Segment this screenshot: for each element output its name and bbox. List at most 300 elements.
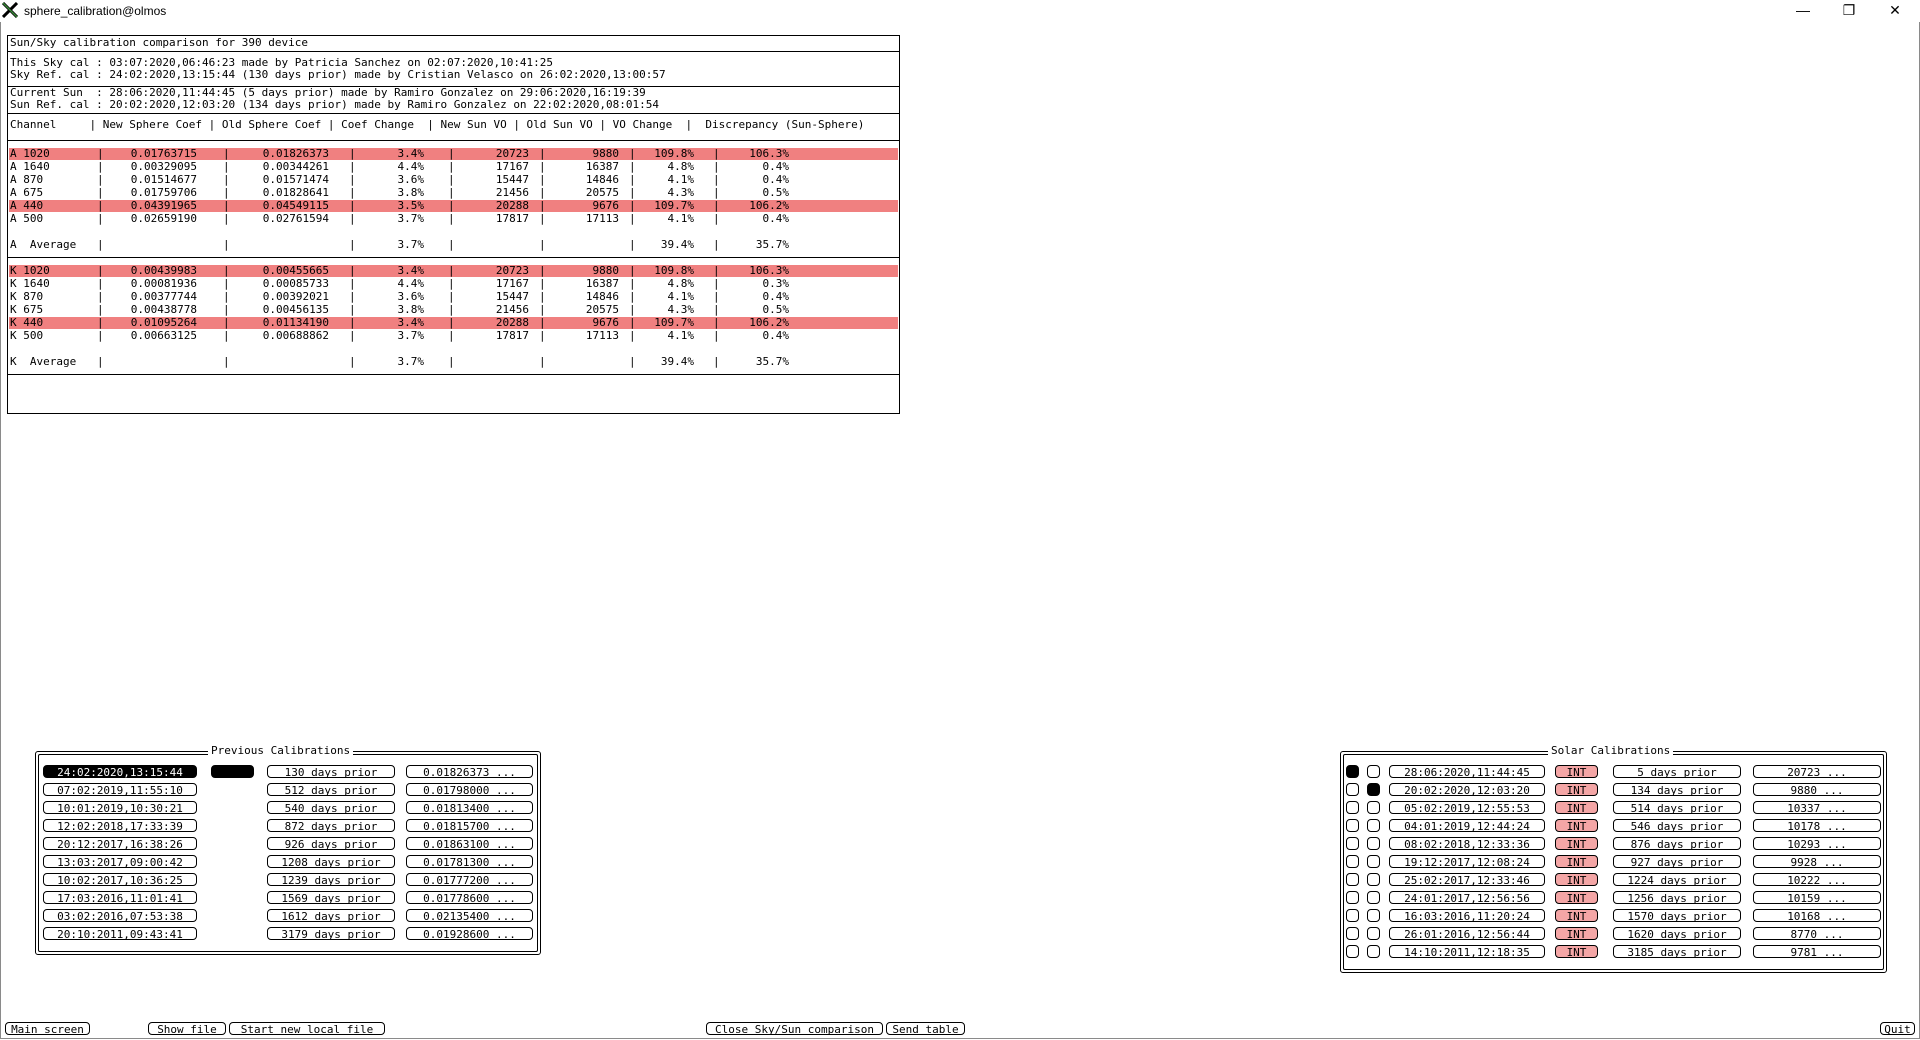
k-cell-vc: 4.1% (667, 329, 694, 342)
a-cell-d: 0.4% (762, 173, 789, 186)
k-cell-os: 0.00688862 (262, 329, 329, 342)
k-cell-vc: 4.8% (667, 277, 694, 290)
column-separator: | (629, 303, 636, 316)
column-separator: | (713, 160, 720, 173)
previous-calibration-prior-button[interactable]: 130 days prior (267, 765, 395, 778)
a-average-d: 35.7% (755, 238, 789, 251)
solar-current-checkbox[interactable] (1346, 945, 1359, 958)
k-cell-d: 0.5% (762, 303, 789, 316)
a-table-row (9, 200, 898, 212)
column-separator: | (629, 238, 636, 251)
column-separator: | (97, 212, 104, 225)
close-window-button[interactable]: ✕ (1889, 2, 1901, 18)
a-cell-ns: 0.01514677 (130, 173, 197, 186)
report-heading-section (8, 36, 899, 52)
k-table-row (9, 265, 898, 277)
k-cell-ns: 0.00081936 (130, 277, 197, 290)
k-cell-cc: 3.4% (397, 264, 424, 277)
a-cell-ov: 9676 (592, 199, 619, 212)
solar-reference-checkbox[interactable] (1367, 909, 1380, 922)
a-cell-ch: A 675 (10, 186, 44, 199)
a-cell-cc: 3.4% (397, 147, 424, 160)
solar-current-checkbox[interactable] (1346, 783, 1359, 796)
k-cell-cc: 3.4% (397, 316, 424, 329)
a-table-row (9, 174, 898, 186)
column-separator: | (539, 355, 546, 368)
column-separator: | (349, 316, 356, 329)
previous-calibration-date-button[interactable]: 20:12:2017,16:38:26 (43, 837, 197, 850)
k-cell-os: 0.00085733 (262, 277, 329, 290)
solar-current-checkbox[interactable] (1346, 837, 1359, 850)
column-separator: | (539, 329, 546, 342)
a-cell-ch: A 870 (10, 173, 44, 186)
a-cell-d: 106.3% (749, 147, 789, 160)
previous-calibration-date-button[interactable]: 12:02:2018,17:33:39 (43, 819, 197, 832)
solar-reference-checkbox[interactable] (1367, 945, 1380, 958)
selected-indicator (211, 765, 254, 778)
previous-calibration-date-button[interactable]: 17:03:2016,11:01:41 (43, 891, 197, 904)
previous-calibration-coef-button[interactable]: 0.01815700 ... (406, 819, 533, 832)
column-separator: | (349, 173, 356, 186)
column-separator: | (713, 199, 720, 212)
a-cell-ch: A 500 (10, 212, 44, 225)
k-cell-ns: 0.01095264 (130, 316, 197, 329)
k-cell-nv: 17817 (495, 329, 529, 342)
previous-calibration-prior-button[interactable]: 540 days prior (267, 801, 395, 814)
previous-calibration-date-button[interactable]: 20:10:2011,09:43:41 (43, 927, 197, 940)
a-cell-d: 106.2% (749, 199, 789, 212)
column-separator: | (539, 160, 546, 173)
k-cell-ov: 14846 (585, 290, 619, 303)
report-heading: Sun/Sky calibration comparison for 390 device (10, 36, 309, 49)
column-separator: | (349, 160, 356, 173)
a-cell-ov: 14846 (585, 173, 619, 186)
previous-calibration-date-button[interactable]: 03:02:2016,07:53:38 (43, 909, 197, 922)
quit-button[interactable]: Quit (1880, 1022, 1915, 1035)
previous-calibration-date-button[interactable]: 07:02:2019,11:55:10 (43, 783, 197, 796)
column-separator: | (349, 238, 356, 251)
a-cell-ov: 20575 (585, 186, 619, 199)
previous-calibration-prior-button[interactable]: 872 days prior (267, 819, 395, 832)
previous-calibration-prior-button[interactable]: 1239 days prior (267, 873, 395, 886)
previous-calibration-date-button[interactable]: 10:01:2019,10:30:21 (43, 801, 197, 814)
column-separator: | (539, 186, 546, 199)
column-separator: | (539, 212, 546, 225)
x11-app-icon (2, 2, 18, 18)
solar-reference-checkbox[interactable] (1367, 819, 1380, 832)
solar-current-checkbox[interactable] (1346, 765, 1359, 778)
solar-current-checkbox[interactable] (1346, 855, 1359, 868)
column-separator: | (223, 238, 230, 251)
previous-calibration-date-button[interactable]: 24:02:2020,13:15:44 (43, 765, 197, 778)
column-separator: | (97, 147, 104, 160)
previous-calibration-coef-button[interactable]: 0.01778600 ... (406, 891, 533, 904)
a-cell-os: 0.01826373 (262, 147, 329, 160)
k-cell-cc: 3.8% (397, 303, 424, 316)
a-table-row (9, 161, 898, 173)
column-separator: | (349, 329, 356, 342)
previous-calibration-coef-button[interactable]: 0.01863100 ... (406, 837, 533, 850)
column-separator: | (539, 316, 546, 329)
solar-calibration-value-button[interactable]: 10178 ... (1753, 819, 1881, 832)
solar-calibration-date-button[interactable]: 05:02:2019,12:55:53 (1389, 801, 1545, 814)
send-table-button[interactable]: Send table (886, 1022, 965, 1035)
column-separator: | (713, 173, 720, 186)
column-separator: | (629, 329, 636, 342)
column-separator: | (223, 212, 230, 225)
a-cell-cc: 4.4% (397, 160, 424, 173)
column-separator: | (539, 238, 546, 251)
k-channel-section (8, 258, 899, 375)
k-table-row (9, 330, 898, 342)
k-cell-nv: 17167 (495, 277, 529, 290)
a-cell-nv: 17167 (495, 160, 529, 173)
solar-reference-checkbox[interactable] (1367, 891, 1380, 904)
comparison-report (7, 35, 900, 414)
column-separator: | (97, 316, 104, 329)
column-separator: | (448, 238, 455, 251)
a-cell-vc: 4.1% (667, 212, 694, 225)
column-separator: | (349, 199, 356, 212)
a-cell-ns: 0.01763715 (130, 147, 197, 160)
column-separator: | (629, 160, 636, 173)
a-cell-ov: 17113 (585, 212, 619, 225)
column-separator: | (713, 355, 720, 368)
k-table-row (9, 278, 898, 290)
column-separator: | (713, 186, 720, 199)
k-cell-vc: 109.8% (654, 264, 694, 277)
a-cell-os: 0.01828641 (262, 186, 329, 199)
column-separator: | (539, 290, 546, 303)
column-separator: | (97, 277, 104, 290)
previous-calibration-coef-button[interactable]: 0.01826373 ... (406, 765, 533, 778)
k-cell-os: 0.00456135 (262, 303, 329, 316)
solar-reference-checkbox[interactable] (1367, 873, 1380, 886)
a-cell-cc: 3.7% (397, 212, 424, 225)
solar-current-checkbox[interactable] (1346, 819, 1359, 832)
column-separator: | (629, 316, 636, 329)
a-cell-nv: 21456 (495, 186, 529, 199)
previous-calibration-prior-button[interactable]: 926 days prior (267, 837, 395, 850)
title-bar (0, 0, 1920, 23)
solar-reference-checkbox[interactable] (1367, 783, 1380, 796)
solar-calibration-value-button[interactable]: 9781 ... (1753, 945, 1881, 958)
column-separator: | (223, 199, 230, 212)
k-cell-ch: K 440 (10, 316, 44, 329)
a-cell-vc: 109.8% (654, 147, 694, 160)
close-comparison-button[interactable]: Close Sky/Sun comparison (706, 1022, 883, 1035)
a-average-vc: 39.4% (660, 238, 694, 251)
column-separator: | (97, 329, 104, 342)
solar-int-button[interactable]: INT (1555, 819, 1598, 832)
solar-calibration-date-button[interactable]: 16:03:2016,11:20:24 (1389, 909, 1545, 922)
sun-cal-section (8, 87, 899, 114)
previous-calibration-prior-button[interactable]: 1612 days prior (267, 909, 395, 922)
column-separator: | (349, 212, 356, 225)
column-separator: | (713, 329, 720, 342)
solar-calibration-prior-button[interactable]: 514 days prior (1613, 801, 1741, 814)
solar-calibration-date-button[interactable]: 08:02:2018,12:33:36 (1389, 837, 1545, 850)
solar-calibration-value-button[interactable]: 9880 ... (1753, 783, 1881, 796)
previous-calibration-coef-button[interactable]: 0.01798000 ... (406, 783, 533, 796)
sun-ref-line: Sun Ref. cal : 20:02:2020,12:03:20 (134 days prior) made by Ramiro Gonzalez on 22:02:2020,08:01:54 (10, 98, 660, 111)
k-cell-cc: 4.4% (397, 277, 424, 290)
k-cell-nv: 21456 (495, 303, 529, 316)
column-separator: | (97, 160, 104, 173)
column-separator: | (223, 147, 230, 160)
solar-calibration-prior-button[interactable]: 927 days prior (1613, 855, 1741, 868)
column-separator: | (349, 147, 356, 160)
table-header-section (8, 114, 899, 141)
solar-calibrations-title: Solar Calibrations (1548, 744, 1673, 758)
solar-calibration-value-button[interactable]: 10159 ... (1753, 891, 1881, 904)
previous-calibration-coef-button[interactable]: 0.01781300 ... (406, 855, 533, 868)
column-separator: | (629, 212, 636, 225)
show-file-button[interactable]: Show file (148, 1022, 226, 1035)
column-separator: | (539, 147, 546, 160)
solar-current-checkbox[interactable] (1346, 909, 1359, 922)
column-separator: | (349, 186, 356, 199)
column-separator: | (539, 303, 546, 316)
solar-int-button[interactable]: INT (1555, 909, 1598, 922)
sky-cal-section (8, 52, 899, 87)
column-separator: | (448, 355, 455, 368)
solar-calibration-date-button[interactable]: 04:01:2019,12:44:24 (1389, 819, 1545, 832)
column-separator: | (713, 277, 720, 290)
a-cell-nv: 15447 (495, 173, 529, 186)
a-cell-ns: 0.01759706 (130, 186, 197, 199)
column-separator: | (223, 264, 230, 277)
main-screen-button[interactable]: Main screen (5, 1022, 90, 1035)
column-separator: | (97, 303, 104, 316)
k-average-vc: 39.4% (660, 355, 694, 368)
column-separator: | (629, 277, 636, 290)
solar-calibration-date-button[interactable]: 28:06:2020,11:44:45 (1389, 765, 1545, 778)
column-separator: | (223, 329, 230, 342)
solar-reference-checkbox[interactable] (1367, 765, 1380, 778)
solar-calibration-date-button[interactable]: 25:02:2017,12:33:46 (1389, 873, 1545, 886)
solar-calibration-value-button[interactable]: 10168 ... (1753, 909, 1881, 922)
k-cell-cc: 3.6% (397, 290, 424, 303)
column-separator: | (713, 212, 720, 225)
previous-calibration-date-button[interactable]: 10:02:2017,10:36:25 (43, 873, 197, 886)
previous-calibration-prior-button[interactable]: 3179 days prior (267, 927, 395, 940)
previous-calibration-coef-button[interactable]: 0.01928600 ... (406, 927, 533, 940)
a-cell-vc: 4.8% (667, 160, 694, 173)
column-separator: | (349, 264, 356, 277)
column-separator: | (448, 264, 455, 277)
column-separator: | (448, 329, 455, 342)
solar-calibration-prior-button[interactable]: 1620 days prior (1613, 927, 1741, 940)
column-separator: | (629, 147, 636, 160)
column-separator: | (97, 264, 104, 277)
column-separator: | (448, 303, 455, 316)
sky-cal-line: This Sky cal : 03:07:2020,06:46:23 made by Patricia Sanchez on 02:07:2020,10:41:25 (10, 56, 554, 69)
column-separator: | (448, 160, 455, 173)
k-cell-os: 0.00455665 (262, 264, 329, 277)
a-cell-cc: 3.8% (397, 186, 424, 199)
k-cell-nv: 20723 (495, 264, 529, 277)
a-table-row (9, 213, 898, 225)
a-cell-ov: 9880 (592, 147, 619, 160)
column-separator: | (223, 316, 230, 329)
column-separator: | (97, 290, 104, 303)
restore-button[interactable]: ❐ (1842, 2, 1856, 18)
a-cell-nv: 20288 (495, 199, 529, 212)
column-separator: | (223, 303, 230, 316)
solar-calibration-prior-button[interactable]: 546 days prior (1613, 819, 1741, 832)
k-cell-d: 0.3% (762, 277, 789, 290)
column-separator: | (223, 277, 230, 290)
solar-int-button[interactable]: INT (1555, 783, 1598, 796)
column-separator: | (349, 355, 356, 368)
solar-int-button[interactable]: INT (1555, 927, 1598, 940)
a-cell-ov: 16387 (585, 160, 619, 173)
k-cell-nv: 20288 (495, 316, 529, 329)
previous-calibration-coef-button[interactable]: 0.02135400 ... (406, 909, 533, 922)
solar-calibration-value-button[interactable]: 20723 ... (1753, 765, 1881, 778)
previous-calibrations-panel (35, 744, 541, 955)
a-cell-vc: 109.7% (654, 199, 694, 212)
solar-calibration-date-button[interactable]: 19:12:2017,12:08:24 (1389, 855, 1545, 868)
a-cell-ch: A 1640 (10, 160, 50, 173)
column-separator: | (629, 199, 636, 212)
solar-calibration-prior-button[interactable]: 134 days prior (1613, 783, 1741, 796)
column-separator: | (713, 238, 720, 251)
window-title: sphere_calibration@olmos (24, 4, 167, 18)
column-separator: | (349, 277, 356, 290)
solar-current-checkbox[interactable] (1346, 891, 1359, 904)
column-separator: | (448, 147, 455, 160)
column-separator: | (713, 264, 720, 277)
a-cell-nv: 20723 (495, 147, 529, 160)
column-separator: | (448, 316, 455, 329)
previous-calibration-coef-button[interactable]: 0.01777200 ... (406, 873, 533, 886)
solar-calibration-date-button[interactable]: 26:01:2016,12:56:44 (1389, 927, 1545, 940)
solar-calibration-prior-button[interactable]: 5 days prior (1613, 765, 1741, 778)
a-average-row (9, 239, 898, 251)
k-cell-ns: 0.00438778 (130, 303, 197, 316)
solar-reference-checkbox[interactable] (1367, 837, 1380, 850)
solar-current-checkbox[interactable] (1346, 801, 1359, 814)
column-separator: | (448, 186, 455, 199)
solar-calibration-prior-button[interactable]: 876 days prior (1613, 837, 1741, 850)
solar-calibration-value-button[interactable]: 9928 ... (1753, 855, 1881, 868)
column-separator: | (713, 303, 720, 316)
solar-int-button[interactable]: INT (1555, 801, 1598, 814)
column-separator: | (629, 173, 636, 186)
solar-calibration-prior-button[interactable]: 1570 days prior (1613, 909, 1741, 922)
previous-calibration-prior-button[interactable]: 512 days prior (267, 783, 395, 796)
minimize-button[interactable]: — (1796, 2, 1810, 18)
a-average-ch: A Average (10, 238, 77, 251)
previous-calibration-prior-button[interactable]: 1569 days prior (267, 891, 395, 904)
k-average-cc: 3.7% (397, 355, 424, 368)
table-header: Channel | New Sphere Coef | Old Sphere Coef | Coef Change | New Sun VO | Old Sun VO | VO Change | Discrepancy (Sun-Sphere) (10, 118, 865, 131)
column-separator: | (223, 186, 230, 199)
solar-current-checkbox[interactable] (1346, 927, 1359, 940)
k-cell-ns: 0.00377744 (130, 290, 197, 303)
column-separator: | (223, 160, 230, 173)
k-cell-d: 0.4% (762, 329, 789, 342)
k-cell-os: 0.00392021 (262, 290, 329, 303)
k-cell-ov: 9676 (592, 316, 619, 329)
column-separator: | (223, 173, 230, 186)
k-cell-ch: K 870 (10, 290, 44, 303)
previous-calibration-coef-button[interactable]: 0.01813400 ... (406, 801, 533, 814)
column-separator: | (539, 277, 546, 290)
k-cell-vc: 4.3% (667, 303, 694, 316)
k-table-row (9, 304, 898, 316)
a-cell-os: 0.04549115 (262, 199, 329, 212)
k-cell-d: 0.4% (762, 290, 789, 303)
a-cell-vc: 4.1% (667, 173, 694, 186)
solar-calibration-prior-button[interactable]: 1256 days prior (1613, 891, 1741, 904)
k-table-row (9, 317, 898, 329)
a-average-cc: 3.7% (397, 238, 424, 251)
solar-int-button[interactable]: INT (1555, 945, 1598, 958)
solar-int-button[interactable]: INT (1555, 855, 1598, 868)
previous-calibration-date-button[interactable]: 13:03:2017,09:00:42 (43, 855, 197, 868)
solar-calibration-date-button[interactable]: 14:10:2011,12:18:35 (1389, 945, 1545, 958)
solar-calibration-date-button[interactable]: 24:01:2017,12:56:56 (1389, 891, 1545, 904)
solar-calibration-value-button[interactable]: 10222 ... (1753, 873, 1881, 886)
k-cell-nv: 15447 (495, 290, 529, 303)
column-separator: | (448, 173, 455, 186)
solar-calibration-value-button[interactable]: 10337 ... (1753, 801, 1881, 814)
column-separator: | (539, 199, 546, 212)
k-cell-ch: K 1640 (10, 277, 50, 290)
a-cell-ns: 0.00329095 (130, 160, 197, 173)
column-separator: | (223, 290, 230, 303)
column-separator: | (629, 355, 636, 368)
column-separator: | (713, 147, 720, 160)
solar-int-button[interactable]: INT (1555, 891, 1598, 904)
solar-calibrations-panel (1340, 744, 1887, 973)
solar-calibration-value-button[interactable]: 8770 ... (1753, 927, 1881, 940)
solar-reference-checkbox[interactable] (1367, 927, 1380, 940)
solar-int-button[interactable]: INT (1555, 765, 1598, 778)
k-cell-cc: 3.7% (397, 329, 424, 342)
solar-calibration-prior-button[interactable]: 1224 days prior (1613, 873, 1741, 886)
k-cell-ch: K 675 (10, 303, 44, 316)
solar-int-button[interactable]: INT (1555, 837, 1598, 850)
start-new-local-file-button[interactable]: Start new local file (229, 1022, 385, 1035)
solar-reference-checkbox[interactable] (1367, 855, 1380, 868)
k-cell-d: 106.2% (749, 316, 789, 329)
solar-calibration-prior-button[interactable]: 3185 days prior (1613, 945, 1741, 958)
k-cell-ns: 0.00663125 (130, 329, 197, 342)
k-average-d: 35.7% (755, 355, 789, 368)
column-separator: | (629, 186, 636, 199)
column-separator: | (349, 290, 356, 303)
previous-calibration-prior-button[interactable]: 1208 days prior (267, 855, 395, 868)
sky-ref-line: Sky Ref. cal : 24:02:2020,13:15:44 (130 days prior) made by Cristian Velasco on 26:02:2020,13:00:57 (10, 68, 666, 81)
a-cell-d: 0.4% (762, 160, 789, 173)
a-cell-nv: 17817 (495, 212, 529, 225)
solar-reference-checkbox[interactable] (1367, 801, 1380, 814)
column-separator: | (349, 303, 356, 316)
solar-calibration-date-button[interactable]: 20:02:2020,12:03:20 (1389, 783, 1545, 796)
column-separator: | (448, 290, 455, 303)
solar-calibration-value-button[interactable]: 10293 ... (1753, 837, 1881, 850)
solar-current-checkbox[interactable] (1346, 873, 1359, 886)
a-cell-d: 0.4% (762, 212, 789, 225)
solar-int-button[interactable]: INT (1555, 873, 1598, 886)
k-cell-ns: 0.00439983 (130, 264, 197, 277)
column-separator: | (97, 355, 104, 368)
column-separator: | (97, 238, 104, 251)
